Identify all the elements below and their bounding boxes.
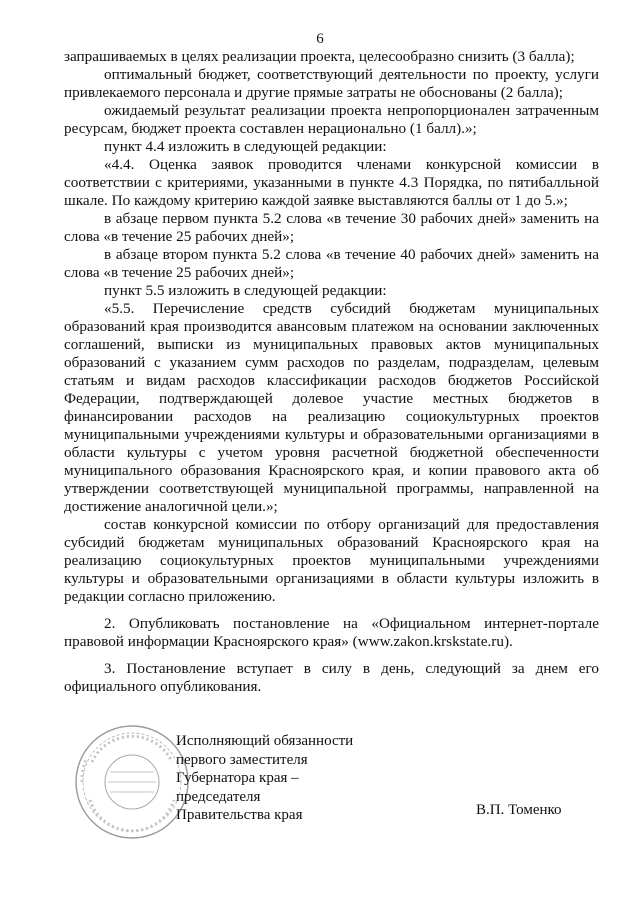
signatory-title-line: Исполняющий обязанности [176,733,354,749]
signatory-title-line: Правительства края [176,807,303,823]
paragraph-5: «4.4. Оценка заявок проводится членами конкурсной комиссии в соответствии с критериями, указанными в пункте 4.3 Порядка, по пятибалльной шкале. По каждому критерию каждой заявке выставляются баллы от 1 до 5.»; [64,156,599,209]
page-number: 6 [316,31,324,47]
paragraph-10: состав конкурсной комиссии по отбору организаций для предоставления субсидий бюджетам муниципальных образований Красноярского края на реализацию социокультурных проектов муниципальными учреждениями культуры и образовательными организациями в области культуры изложить в редакции согласно приложению. [64,516,599,605]
signatory-title-line: первого заместителя [176,751,308,768]
paragraph-4: пункт 4.4 изложить в следующей редакции: [104,138,387,155]
signature-block [0,722,640,842]
paragraph-12: 3. Постановление вступает в силу в день, следующий за днем его официального опубликования. [64,660,599,695]
paragraph-6: в абзаце первом пункта 5.2 слова «в течение 30 рабочих дней» заменить на слова «в течение 25 рабочих дней»; [64,210,599,245]
signatory-name: В.П. Томенко [476,802,562,818]
signatory-title-line: председателя [176,788,261,805]
paragraph-1: запрашиваемых в целях реализации проекта, целесообразно снизить (3 балла); [64,48,575,65]
official-stamp-icon [72,722,192,842]
paragraph-9: «5.5. Перечисление средств субсидий бюджетам муниципальных образований края производится авансовым платежом на основании заключенных соглашений, выписки из муниципальных правовых актов муниципальных образований с указанием сумм расходов по разделам, подразделам, целевым статьям и видам расходов классификации расходов бюджетов Российской Федерации, подтверждающей долевое участие местных бюджетов в финансировании расходов на реализацию социокультурных проектов муниципальными учреждениями культуры и образовательными организациями в области культуры с учетом уровня расчетной бюджетной обеспеченности муниципального образования Красноярского края, и копии правового акта об утверждении соответствующей муниципальной программы, направленной на достижение аналогичной цели.»; [64,300,599,515]
paragraph-11: 2. Опубликовать постановление на «Официальном интернет-портале правовой информации Красноярского края» (www.zakon.krskstate.ru). [64,615,599,650]
signatory-title-line: Губернатора края – [176,770,299,786]
signatory-title [176,732,353,825]
paragraph-7: в абзаце втором пункта 5.2 слова «в течение 40 рабочих дней» заменить на слова «в течение 25 рабочих дней»; [64,246,599,281]
paragraph-2: оптимальный бюджет, соответствующий деятельности по проекту, услуги привлекаемого персонала и другие прямые затраты не обоснованы (2 балла); [64,66,599,101]
paragraph-8: пункт 5.5 изложить в следующей редакции: [104,282,387,299]
paragraph-3: ожидаемый результат реализации проекта непропорционален затраченным ресурсам, бюджет проекта составлен нерационально (1 балл).»; [64,102,599,137]
document-body [64,48,599,696]
